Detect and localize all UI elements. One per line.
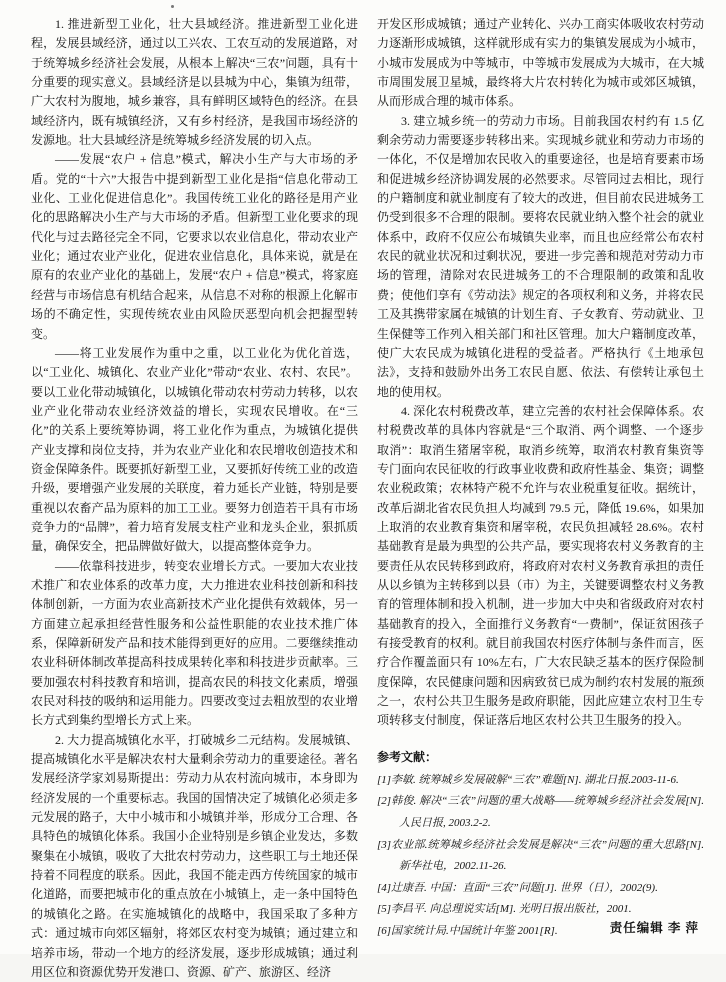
reference-item-6: [6]国家统计局.中国统计年鉴 2001[R]. [377,924,558,937]
reference-item-5: [5]李昌平. 向总理说实话[M]. 光明日报出版社，2001. [377,903,632,916]
paragraph-tax-reform: 4. 深化农村税费改革，建立完善的农村社会保障体系。农村税费改革的具体内容就是“三个取消、两个调整、一个逐步取消”：取消生猪屠宰税，取消乡统筹，取消农村教育集资等专门面向农民征收的行政事业收费和政府性基金、集资；调整农业税政策；农林特产税不允许与农业税重复征收。据统计，改革后湖北省农民负担人均减到 79.5 元，降低 19.6%，如果加上取消的农业教育集资和屠宰税，农民负担减轻 28.6%。农村基础教育是最为典型的公共产品，要实现将农村义务教育的主要责任从农民转移到政府，将政府对农村义务教育承担的责任从以乡镇为主转移到以县（市）为主，关键要调整农村义务教育的管理体制和投入机制，进一步加大中央和省级政府对农村基础教育的投入，全面推行义务教育“一费制”，保证贫困孩子有接受教育的权利。就目前我国农村医疗体制与条件而言，医疗合作覆盖面只有 10%左右，广大农民缺乏基本的医疗保险制度保障，农民健康问题和因病致贫已成为制约农村发展的瓶颈之一，农村公共卫生服务是政府职能，因此应建立农村卫生专项转移支付制度，保证落后地区农村公共卫生服务的投入。 [377,403,704,728]
right-column [377,15,704,949]
left-column [31,15,358,979]
editor-credit: 责任编辑 李 萍 [609,921,699,935]
paragraph-urbanization: 2. 大力提高城镇化水平，打破城乡二元结构。发展城镇、提高城镇化水平是解决农村大量剩余劳动力的重要途径。著名发展经济学家刘易斯提出：劳动力从农村流向城市，本身即为经济发展的一个重要标志。我国的国情决定了城镇化必须走多元发展的路子，大中小城市和小城镇并举，形成分工合理、各具特色的城镇化体系。我国小企业特别是乡镇企业发达，多数聚集在小城镇，吸收了大批农村劳动力，这些职工与土地还保持着不同程度的联系。因此，我国不能走西方传统国家的城市化道路，而要把城市化的重点放在小城镇上，走一条中国特色的城镇化之路。在实施城镇化的战略中，我国采取了多种方式：通过城市向郊区辐射，将郊区农村变为城镇；通过建立和培养市场，带动一个地方的经济发展，逐步形成城镇；通过利用区位和资源优势开发港口、资源、矿产、旅游区、经济 [31,732,358,979]
reference-item-4: [4]辻康吾. 中国：直面“三农”问题[J]. 世界（日），2002(9). [377,881,658,894]
reference-item-3: [3]农业部.统筹城乡经济社会发展是解决“三农”问题的重大思路[N]. 新华社电，2002.11-26. [377,838,704,873]
paragraph-labor-market: 3. 建立城乡统一的劳动力市场。目前我国农村约有 1.5 亿剩余劳动力需要逐步转移出来。实现城乡就业和劳动力市场的一体化，不仅是增加农民收入的重要途径，也是培育要素市场和促进城乡经济协调发展的必然要求。尽管同过去相比，现行的户籍制度和就业制度有了较大的改进，但目前农民进城务工仍受到很多不合理的限制。要将农民就业纳入整个社会的就业体系中，政府不仅应公布城镇失业率，而且也应经常公布农村农民的就业状况和过剩状况，要进一步完善和规范对劳动力市场的管理，清除对农民进城务工的不合理限制的政策和乱收费；使他们享有《劳动法》规定的各项权利和义务，并将农民工及其携带家属在城镇的计划生育、子女教育、劳动就业、卫生保健等工作列入相关部门和社区管理。加大户籍制度改革，使广大农民成为城镇化进程的受益者。严格执行《土地承包法》，支持和鼓励外出务工农民自愿、依法、有偿转让承包土地的使用权。 [377,113,704,399]
paragraph-farmer-info-model: ——发展“农户 + 信息”模式，解决小生产与大市场的矛盾。党的“十六”大报告中提到新型工业化是指“信息化带动工业化、工业化促进信息化”。我国传统工业化的路径是用产业化的思路解决小生产与大市场的矛盾。但新型工业化要求的现代化与过去路径完全不同，它要求以农业信息化，带动农业产业化；通过农业产业化，促进农业信息化，具体来说，就是在原有的农业产业化的基础上，发展“农户 + 信息”模式，将家庭经营与市场信息有机结合起来，从信息不对称的根源上化解市场的不确定性，实现传统农业由风险厌恶型向机会把握型转变。 [31,152,358,341]
references-heading: 参考文献： [377,749,438,764]
paragraph-industrialization: 1. 推进新型工业化，壮大县域经济。推进新型工业化进程，发展县域经济，通过以工兴农、工农互动的发展道路，对于统筹城乡经济社会发展，从根本上解决“三农”问题，具有十分重要的现实意义。县域经济是以县城为中心，集镇为纽带，广大农村为腹地，城乡兼容，具有鲜明区域特色的经济。在县域经济内，既有城镇经济，又有乡村经济，是我国市场经济的发源地。壮大县域经济是统筹城乡经济发展的切入点。 [31,17,358,148]
paragraph-urbanization-continued: 开发区形成城镇；通过产业转化、兴办工商实体吸收农村劳动力逐渐形成城镇，这样就形成有实力的集镇发展成为小城市，小城市发展成为中等城市，中等城市发展成为大城市，在大城市周围发展卫星城，最终将大片农村转化为城市或郊区城镇，从而形成合理的城市体系。 [377,17,704,109]
paragraph-industry-priority: ——将工业发展作为重中之重，以工业化为优化首选，以“工业化、城镇化、农业产业化”带动“农业、农村、农民”。要以工业化带动城镇化，以城镇化带动农村劳动力转移，以农业产业化带动农业经济效益的增长，实现农民增收。在“三化”的关系上要统筹协调，将工业化作为重点，为城镇化提供产业支撑和岗位支持，并为农业产业化和农民增收创造技术和资金保障条件。既要抓好新型工业，又要抓好传统工业的改造升级，要增强产业发展的关联度，着力延长产业链，特别是要重视以农畜产品为原料的加工工业。要努力创造若干具有市场竞争力的“品牌”，着力培育发展支柱产业和龙头企业，狠抓质量，确保安全，把品牌做好做大，以提高整体竞争力。 [31,345,358,554]
scan-speck [171,5,174,8]
reference-item-1: [1]李敏. 统筹城乡发展破解“三农”难题[N]. 湖北日报.2003-11-6. [377,773,679,786]
references-section [377,748,704,943]
paragraph-science-technology: ——依靠科技进步，转变农业增长方式。一要加大农业技术推广和农业体系的改革力度，大力推进农业科技创新和科技体制创新，一方面为农业高新技术产业化提供有效载体，另一方面建立起承担经营性服务和公益性职能的农业技术推广体系，保障新研发产品和技术能得到更好的应用。二要继续推动农业科研体制改革提高科技成果转化率和科技进步贡献率。三要加强农村科技教育和培训，提高农民的科技文化素质，增强农民对科技的吸纳和运用能力。四要改变过去粗放型的农业增长方式到集约型增长方式上来。 [31,558,358,728]
reference-item-2: [2]韩俊. 解决“三农”问题的重大战略——统筹城乡经济社会发展[N]. 人民日报, 2003.2-2. [377,795,704,829]
